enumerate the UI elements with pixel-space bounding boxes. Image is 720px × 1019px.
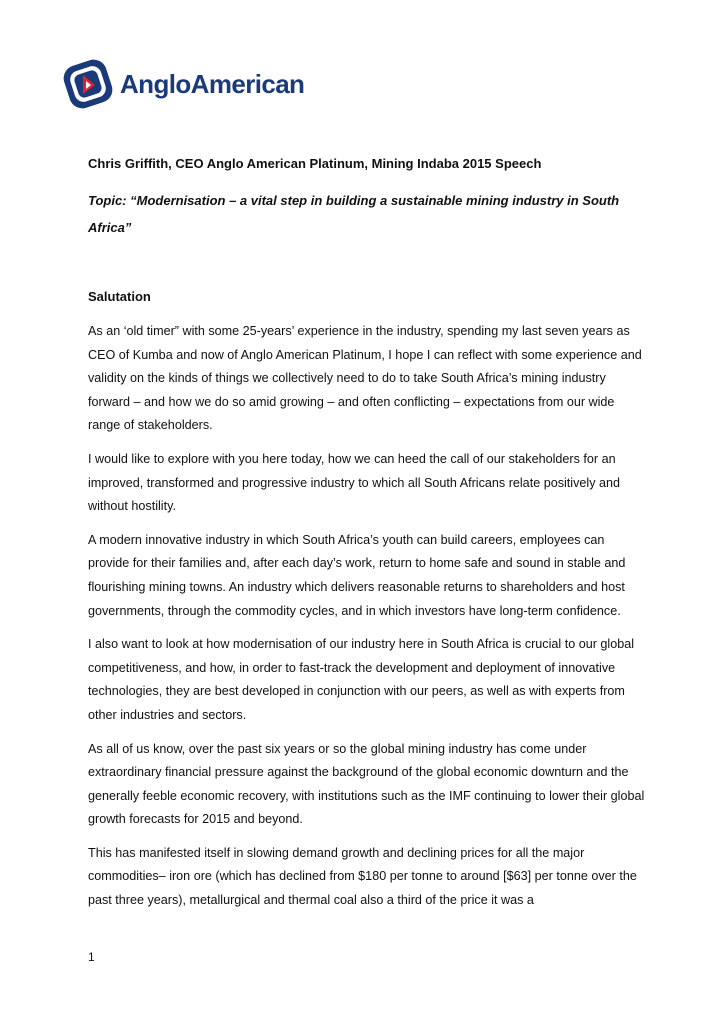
section-title: Salutation <box>88 289 151 304</box>
anglo-american-emblem-icon <box>62 58 114 110</box>
page-number: 1 <box>88 950 95 964</box>
paragraph: As all of us know, over the past six years or so the global mining industry has come under extraordinary financial pressure against the background of the global economic downturn and the generally feeble economic recovery, with institutions such as the IMF continuing to lower their global growth forecasts for 2015 and beyond. <box>88 741 645 827</box>
anglo-american-logo <box>62 58 304 110</box>
document-heading: Chris Griffith, CEO Anglo American Platinum, Mining Indaba 2015 Speech <box>88 156 542 171</box>
paragraph: This has manifested itself in slowing demand growth and declining prices for all the major commodities– iron ore (which has declined from $180 per tonne to around [$63] per tonne over the past three years), metallurgical and thermal coal also a third of the price it was a <box>88 845 637 908</box>
document-body <box>88 150 648 923</box>
paragraph: As an ‘old timer” with some 25-years’ experience in the industry, spending my last seven years as CEO of Kumba and now of Anglo American Platinum, I hope I can reflect with some experience and validity on the kinds of things we collectively need to do to take South Africa’s mining industry forward – and how we do so amid growing – and often conflicting – expectations from our wide range of stakeholders. <box>88 324 642 433</box>
document-topic: Topic: “Modernisation – a vital step in building a sustainable mining industry in South Africa” <box>88 193 620 235</box>
paragraph: A modern innovative industry in which South Africa’s youth can build careers, employees can provide for their families and, after each day’s work, return to home safe and sound in stable and flourishing mining towns. An industry which delivers reasonable returns to shareholders and host governments, through the commodity cycles, and in which investors have long-term confidence. <box>88 532 626 618</box>
paragraph: I also want to look at how modernisation of our industry here in South Africa is crucial to our global competitiveness, and how, in order to fast-track the development and deployment of innovative technologies, they are best developed in conjunction with our peers, as well as with experts from other industries and sectors. <box>88 637 635 722</box>
paragraph: I would like to explore with you here today, how we can heed the call of our stakeholders for an improved, transformed and progressive industry to which all South Africans relate positively and without hostility. <box>88 451 620 514</box>
brand-name: AngloAmerican <box>120 69 305 99</box>
